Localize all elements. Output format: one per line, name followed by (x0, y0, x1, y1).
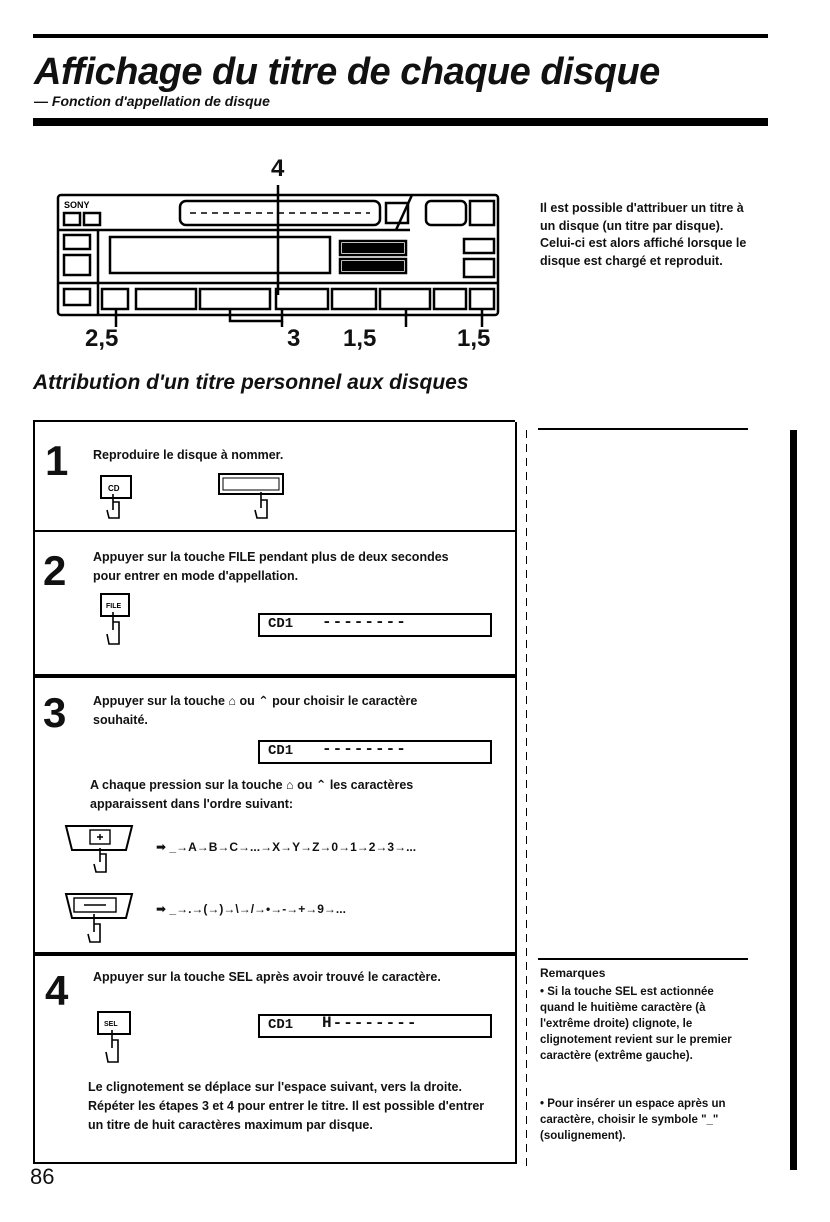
svg-text:SONY: SONY (64, 200, 90, 210)
plus-button-icon (60, 822, 140, 883)
notes-rule (538, 958, 748, 960)
lcd-step-2 (258, 613, 492, 637)
callout-3: 3 (287, 325, 301, 352)
callout-1-5-b: 1,5 (457, 325, 491, 352)
lcd-dashes: -------- (322, 613, 407, 631)
lcd-label: CD1 (268, 616, 294, 632)
lcd-dashes: -------- (322, 740, 407, 758)
page-edge-bar (790, 430, 797, 1170)
step-4-text: Appuyer sur la touche SEL après avoir trouvé le caractère. (93, 970, 441, 984)
sel-button-icon (92, 1008, 142, 1075)
lcd-step-3 (258, 740, 492, 764)
svg-text:CD: CD (108, 484, 120, 493)
note-item-2: • Pour insérer un espace après un caractère, choisir le symbole "_" (soulignement). (540, 1098, 726, 1142)
page-subtitle: — Fonction d'appellation de disque (34, 93, 270, 109)
lcd-step-4 (258, 1014, 492, 1038)
page-number: 86 (30, 1164, 55, 1189)
sequence-1: ➡ _→A→B→C→...→X→Y→Z→0→1→2→3→... (156, 840, 417, 854)
step-1-number: 1 (45, 437, 69, 484)
right-column-dotted (526, 430, 527, 1170)
car-stereo-illustration (50, 155, 510, 355)
title-rule (33, 118, 768, 126)
cd-button-icon (97, 474, 141, 529)
callout-2-5: 2,5 (85, 325, 119, 352)
step-2-number: 2 (43, 547, 67, 594)
notes-title: Remarques (540, 966, 606, 980)
step-3-number: 3 (43, 689, 67, 736)
page-title: Affichage du titre de chaque disque (34, 51, 660, 93)
note-item-1: • Si la touche SEL est actionnée quand le huitième caractère (à l'extrême droite) clignote, le clignotement revient sur le premier caractère (extrême gauche). (540, 986, 732, 1062)
step-4-number: 4 (45, 967, 69, 1014)
intro-text: Il est possible d'attribuer un titre à un disque (un titre par disque). Celui-ci est alors affiché lorsque le disque est chargé et reproduit. (540, 201, 747, 268)
step-3-detail: A chaque pression sur la touche ⌂ ou ⌃ les caractères apparaissent dans l'ordre suivant: (90, 778, 414, 811)
step-2-text: Appuyer sur la touche FILE pendant plus de deux secondes pour entrer en mode d'appellation. (93, 550, 449, 583)
step-4-detail: Le clignotement se déplace sur l'espace suivant, vers la droite. Répéter les étapes 3 et 4 pour entrer le titre. Il est possible d'entrer un titre de huit caractères maximum par disque. (88, 1080, 485, 1132)
callout-4: 4 (271, 155, 285, 182)
lcd-dashes: H-------- (322, 1014, 418, 1032)
svg-text:SEL: SEL (104, 1021, 118, 1028)
section-title: Attribution d'un titre personnel aux disques (33, 371, 469, 394)
callout-1-5-a: 1,5 (343, 325, 377, 352)
step-3-text: Appuyer sur la touche ⌂ ou ⌃ pour choisir le caractère souhaité. (93, 694, 418, 727)
minus-button-icon (60, 890, 140, 953)
lcd-label: CD1 (268, 743, 294, 759)
top-rule (33, 34, 768, 38)
device-figure (50, 155, 510, 355)
svg-text:FILE: FILE (106, 603, 122, 610)
disc-preset-button-icon (217, 470, 287, 529)
lcd-label: CD1 (268, 1017, 294, 1033)
file-button-icon (97, 590, 141, 657)
step-1-text: Reproduire le disque à nommer. (93, 448, 284, 462)
right-rule-1 (538, 428, 748, 430)
sequence-2: ➡ _→.→(→)→\→/→•→-→+→9→... (156, 902, 346, 916)
